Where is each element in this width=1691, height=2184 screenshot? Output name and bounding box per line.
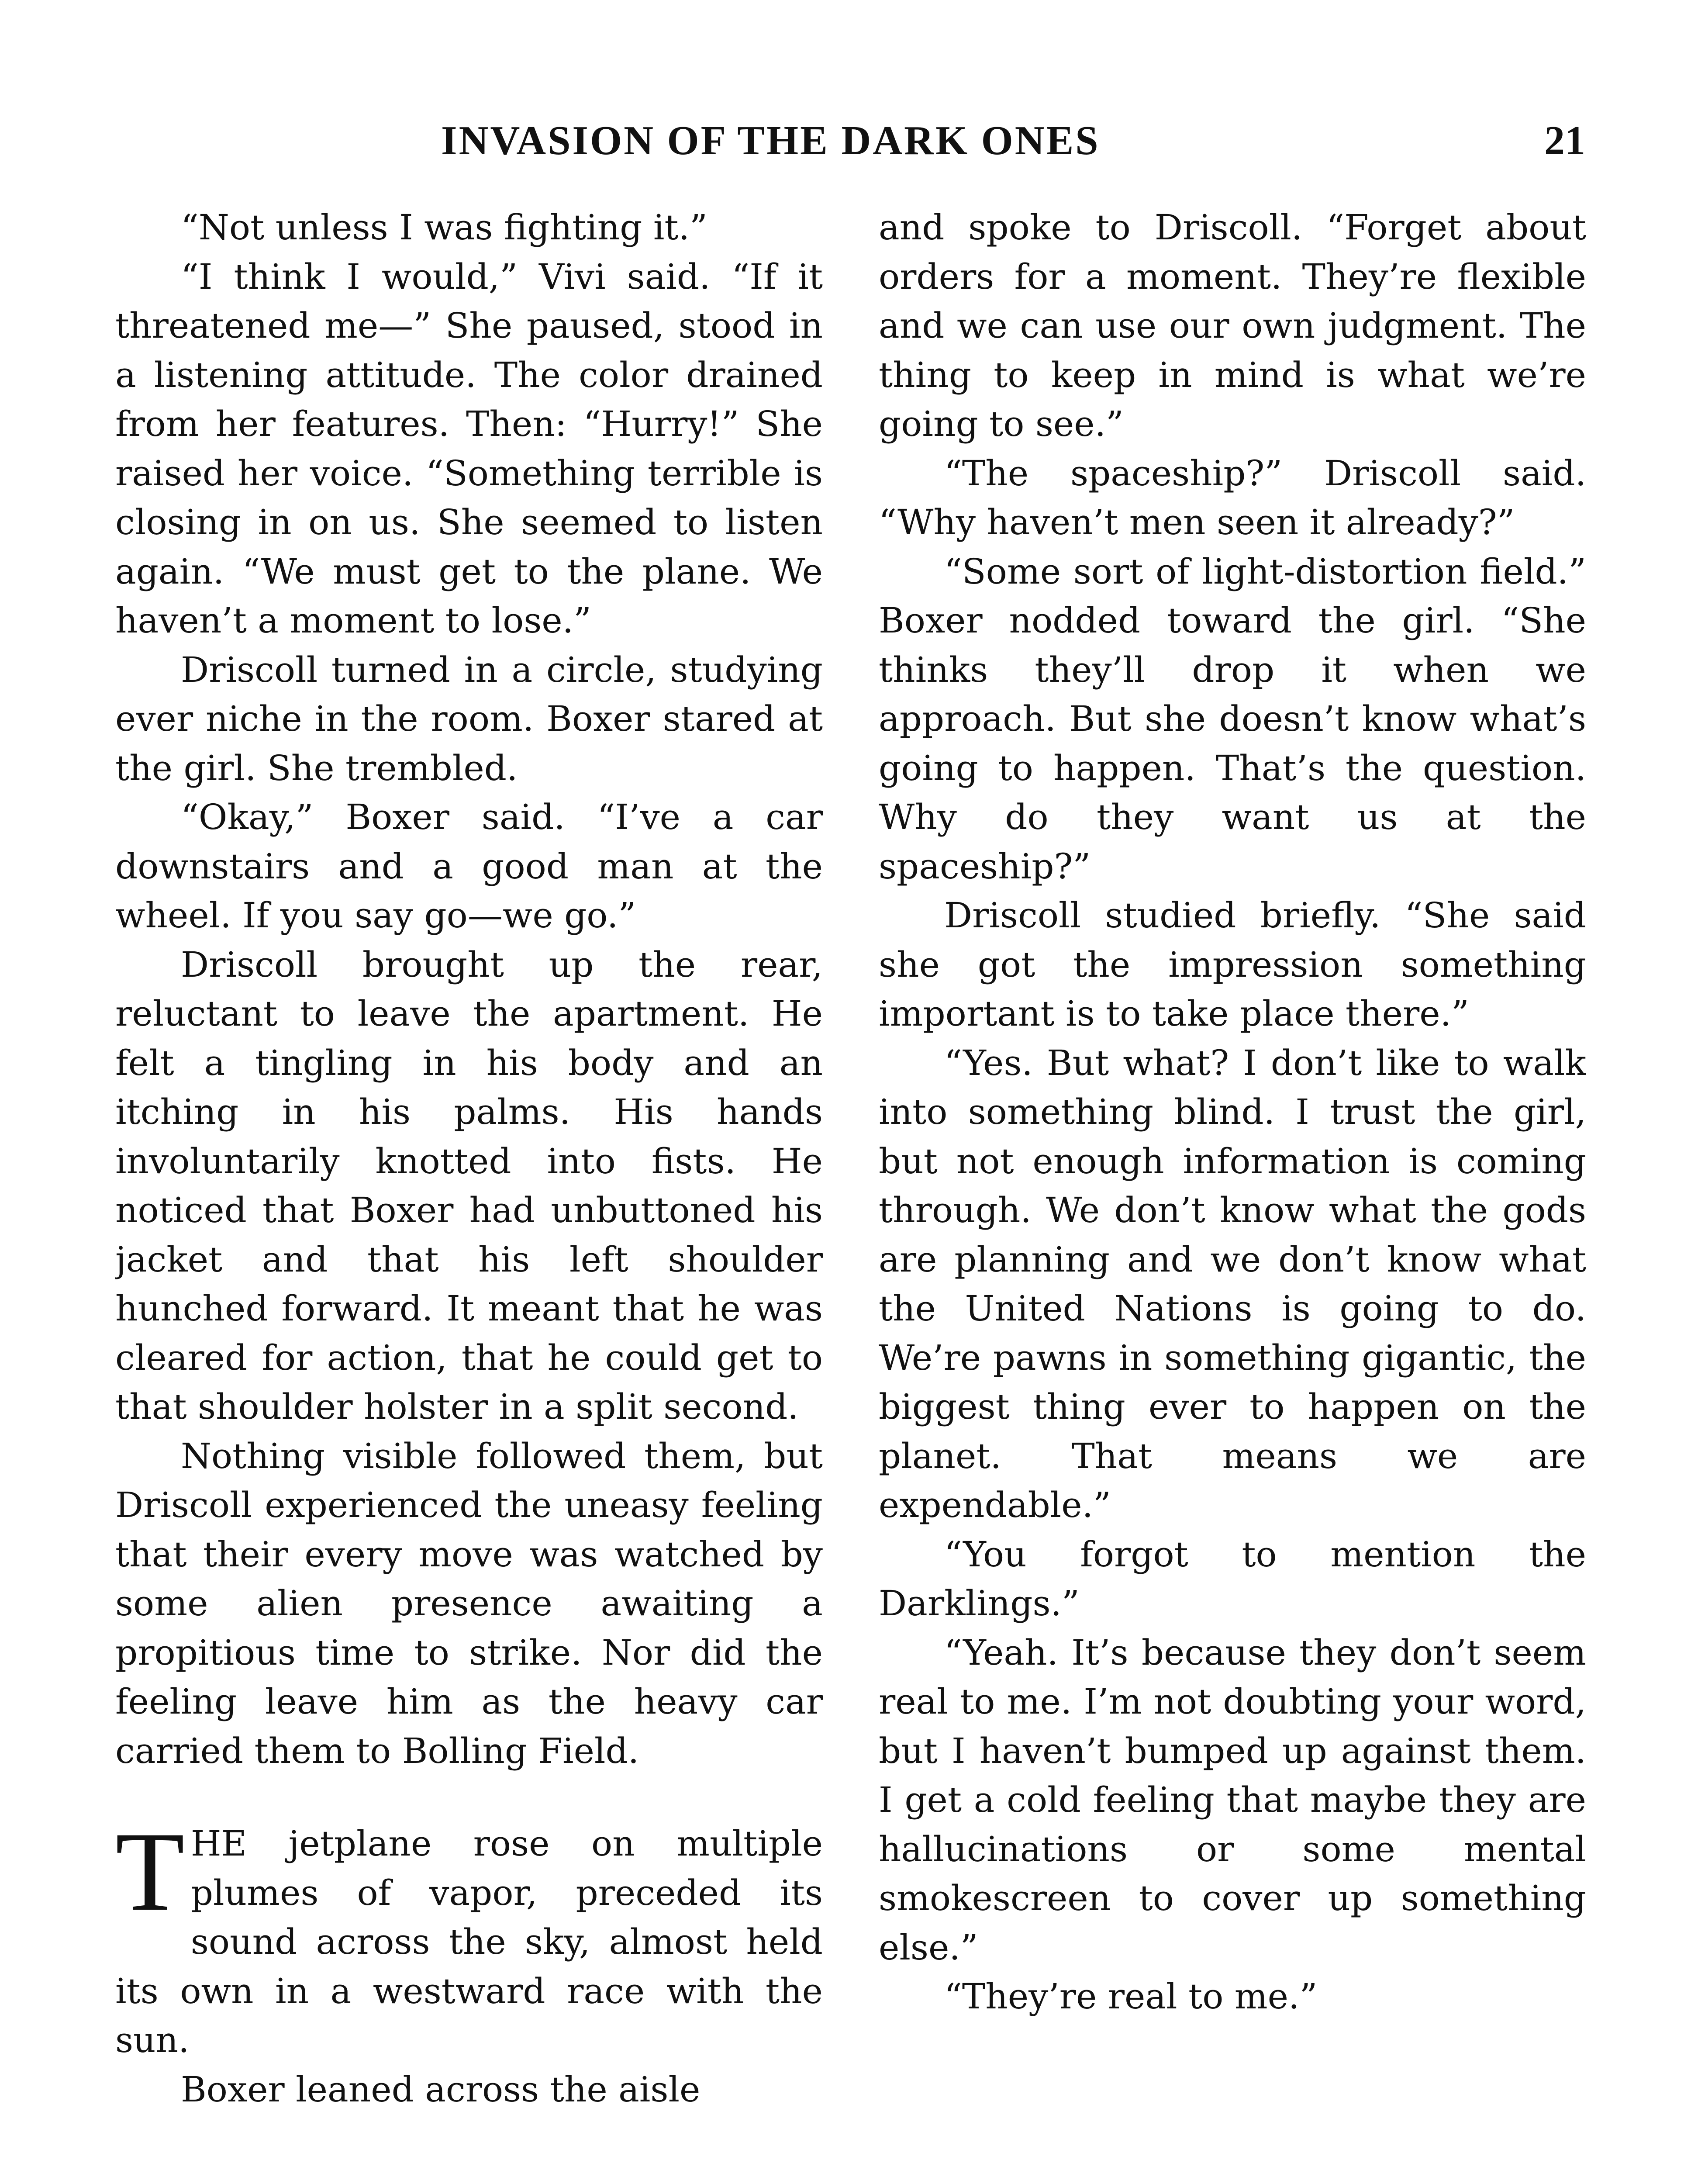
running-title: INVASION OF THE DARK ONES — [441, 118, 1100, 163]
paragraph: Driscoll brought up the rear, reluctant to leave the apartment. He felt a tingling in his body and an itching in his palms. His hands involuntarily knotted into fists. He noticed that Boxer had unbuttoned his jacket and that his left shoulder hunched forward. It meant that he was cleared for action, that he could get to that shoulder holster in a split second. — [115, 944, 823, 1427]
paragraph: “Yeah. It’s because they don’t seem real to me. I’m not doubting your word, but I haven’t bumped up against them. I get a cold feeling that maybe they are hallucinations or some mental smokescreen to cover up something else.” — [879, 1632, 1586, 1968]
paragraph-continued: and spoke to Driscoll. “Forget about orders for a moment. They’re flexible and we can use our own judgment. The thing to keep in mind is what we’re going to see.” — [879, 207, 1586, 444]
paragraph: “Some sort of light-distortion field.” Boxer nodded toward the girl. “She thinks they’ll drop it when we approach. But she doesn’t know what’s going to happen. That’s the question. Why do they want us at the spaceship?” — [879, 551, 1586, 887]
paragraph-text: jetplane rose on multiple plumes of vapor, preceded its sound across the sky, almost held its own in a westward race with the sun. — [115, 1823, 823, 2060]
left-column — [115, 203, 823, 2184]
paragraph: “I think I would,” Vivi said. “If it threatened me—” She paused, stood in a listening attitude. The color drained from her features. Then: “Hurry!” She raised her voice. “Something terrible is closing in on us. She seemed to listen again. “We must get to the plane. We haven’t a moment to lose.” — [115, 256, 823, 641]
paragraph: “Okay,” Boxer said. “I’ve a car downstairs and a good man at the wheel. If you say go—we go.” — [115, 797, 823, 936]
drop-cap: T — [115, 1809, 185, 1935]
paragraph: “Yes. But what? I don’t like to walk into something blind. I trust the girl, but not enough information is coming through. We don’t know what the gods are planning and we don’t know what the United Nations is going to do. We’re pawns in something gigantic, the biggest thing ever to happen on the planet. That means we are expendable.” — [879, 1042, 1586, 1525]
paragraph: “Not unless I was fighting it.” — [181, 207, 707, 248]
paragraph: Driscoll studied briefly. “She said she got the impression something important is to take place there.” — [879, 895, 1586, 1034]
page-number: 21 — [1544, 118, 1585, 163]
paragraph: Boxer leaned across the aisle — [181, 2069, 701, 2110]
section-opening-paragraph — [115, 1809, 823, 2065]
paragraph: “They’re real to me.” — [944, 1976, 1318, 2017]
page-header — [441, 114, 1585, 176]
paragraph: “You forgot to mention the Darklings.” — [879, 1534, 1586, 1624]
paragraph: Nothing visible followed them, but Driscoll experienced the uneasy feeling that their every move was watched by some alien presence awaiting a propitious time to strike. Nor did the feeling leave him as the heavy car carried them to Bolling Field. — [115, 1435, 823, 1771]
right-column — [879, 203, 1586, 2184]
paragraph: “The spaceship?” Driscoll said. “Why haven’t men seen it already?” — [879, 453, 1586, 543]
paragraph: Driscoll turned in a circle, studying ever niche in the room. Boxer stared at the girl. She trembled. — [115, 649, 823, 788]
small-caps-lead: HE — [190, 1823, 247, 1864]
